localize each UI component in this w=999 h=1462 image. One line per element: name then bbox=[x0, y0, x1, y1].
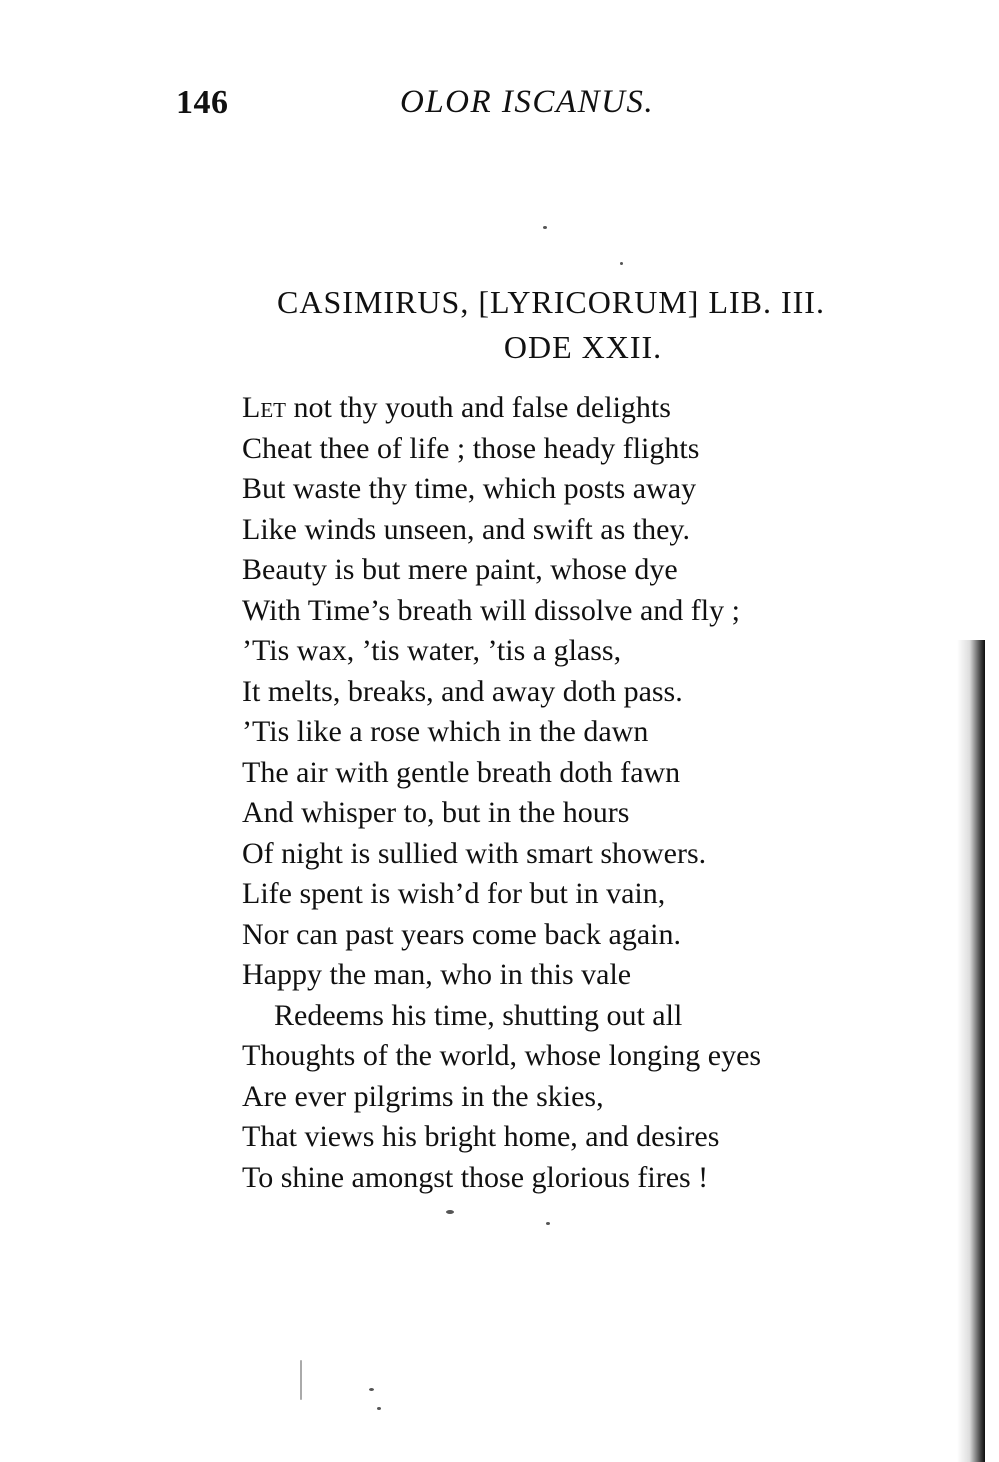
poem-line-20: To shine amongst those glorious fires ! bbox=[242, 1160, 709, 1194]
page-number: 146 bbox=[176, 84, 229, 121]
ode-title bbox=[236, 280, 866, 370]
poem-line-9: ’Tis like a rose which in the dawn bbox=[242, 715, 649, 748]
poem-line-17: Thoughts of the world, whose longing eyes bbox=[242, 1039, 762, 1072]
poem bbox=[242, 388, 882, 1198]
scan-speck bbox=[377, 1407, 381, 1410]
poem-line-16: Redeems his time, shutting out all bbox=[274, 998, 683, 1032]
poem-line-6: With Time’s breath will dissolve and fly ; bbox=[242, 593, 740, 627]
poem-line-18: Are ever pilgrims in the skies, bbox=[242, 1079, 604, 1113]
poem-line-13: Life spent is wish’d for but in vain, bbox=[242, 877, 666, 910]
scan-speck bbox=[300, 1360, 302, 1400]
page-edge-shadow bbox=[957, 640, 985, 1462]
poem-line-8: It melts, breaks, and away doth pass. bbox=[242, 674, 683, 708]
scan-speck bbox=[369, 1388, 374, 1391]
poem-line-14: Nor can past years come back again. bbox=[242, 917, 681, 951]
ode-title-line-1: CASIMIRUS, [LYRICORUM] LIB. III. bbox=[277, 284, 825, 320]
poem-line-2: Cheat thee of life ; those heady flights bbox=[242, 431, 700, 465]
poem-line-12: Of night is sullied with smart showers. bbox=[242, 836, 707, 870]
scan-speck bbox=[546, 1222, 550, 1225]
scan-speck bbox=[620, 262, 623, 265]
poem-line-3: But waste thy time, which posts away bbox=[242, 472, 697, 505]
poem-line-15: Happy the man, who in this vale bbox=[242, 958, 632, 991]
poem-line-19: That views his bright home, and desires bbox=[242, 1120, 720, 1153]
poem-line-1 bbox=[242, 388, 882, 429]
poem-first-line-rest: not thy youth and false delights bbox=[285, 391, 671, 424]
poem-first-word: Let bbox=[242, 391, 286, 424]
poem-line-7: ’Tis wax, ’tis water, ’tis a glass, bbox=[242, 634, 622, 667]
poem-line-10: The air with gentle breath doth fawn bbox=[242, 755, 681, 789]
running-head: OLOR ISCANUS. bbox=[400, 84, 655, 120]
poem-line-4: Like winds unseen, and swift as they. bbox=[242, 512, 690, 546]
poem-line-11: And whisper to, but in the hours bbox=[242, 796, 630, 829]
scan-speck bbox=[543, 226, 547, 229]
scan-speck bbox=[446, 1210, 454, 1214]
ode-title-line-2: ODE XXII. bbox=[503, 329, 663, 365]
poem-line-5: Beauty is but mere paint, whose dye bbox=[242, 553, 678, 586]
